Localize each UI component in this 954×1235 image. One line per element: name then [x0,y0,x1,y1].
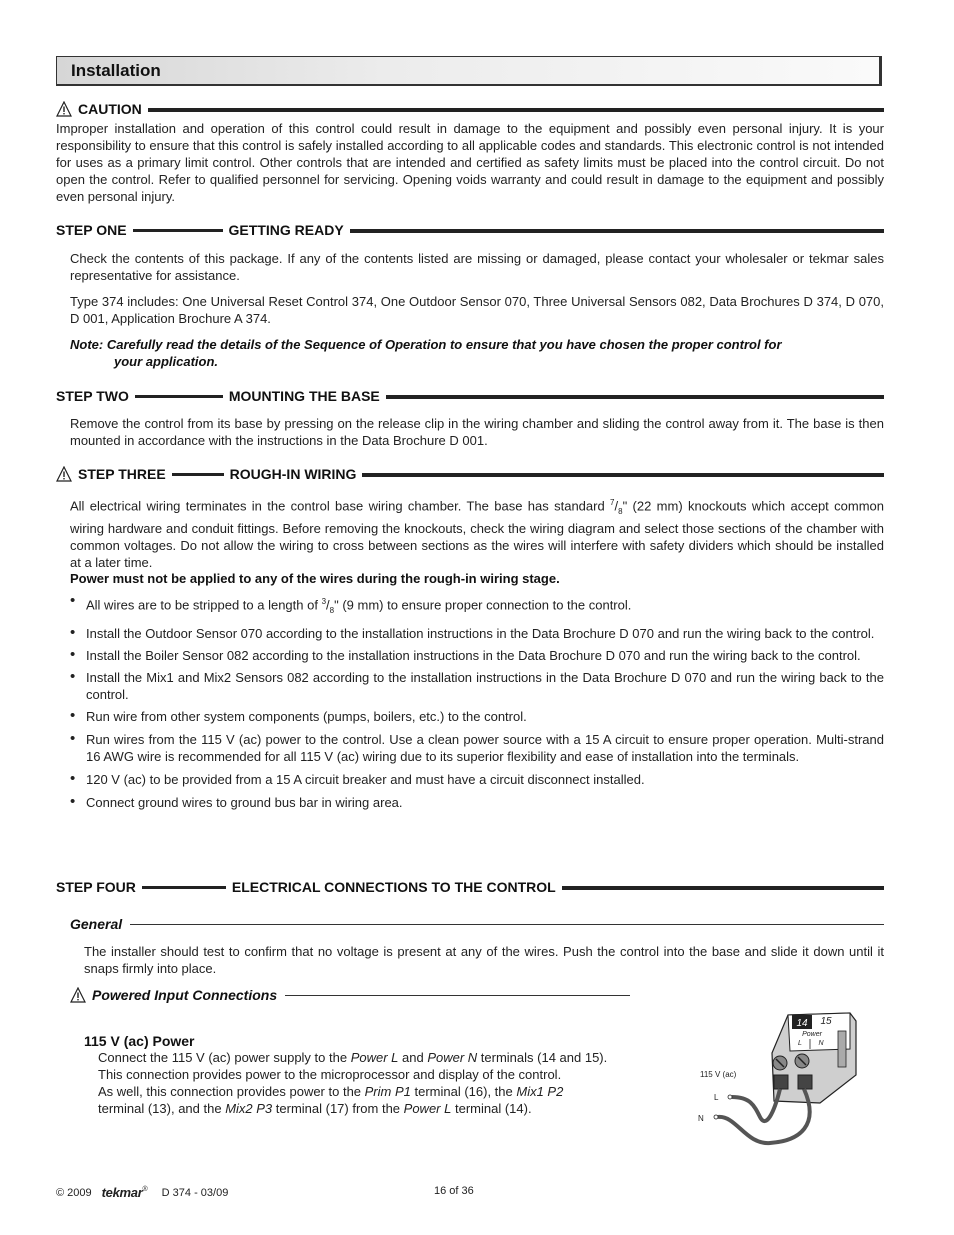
list-item: • Install the Outdoor Sensor 070 according to the installation instructions in the Data Brochure D 070 and run the wiring back to the control. [70,625,884,642]
list-item: • Install the Boiler Sensor 082 according to the installation instructions in the Data Brochure D 070 and run the wiring back to the control. [70,647,884,664]
page-number: 16 of 36 [434,1185,474,1197]
release-clip [838,1031,846,1067]
text-segment: terminal (14). [451,1101,532,1116]
text-segment: terminal (17) from the [272,1101,404,1116]
power-n-label: N [818,1040,824,1047]
step-four-heading [56,879,884,895]
power-label: Power [802,1031,822,1038]
step-four-title: ELECTRICAL CONNECTIONS TO THE CONTROL [231,879,556,895]
powered-input-title: Powered Input Connections [92,987,278,1003]
step-divider [172,473,224,476]
section-banner [56,56,882,86]
heading-rule [148,108,884,112]
heading-rule [362,473,884,477]
power-wiring-diagram [690,1005,870,1153]
step-two-title: MOUNTING THE BASE [228,388,380,404]
step-three-bullet-list [70,593,884,811]
note-line-2: your application. [114,354,219,369]
fraction-denominator: 8 [618,506,623,516]
step-one-heading [56,222,884,238]
step-one-label: STEP ONE [56,222,127,238]
step-divider [135,395,223,398]
wire-l-end [728,1095,732,1099]
terminal-14-label: 14 [796,1018,808,1029]
section-title: Installation [71,61,161,80]
general-heading [70,916,884,932]
heading-rule [130,924,884,925]
step-four-label: STEP FOUR [56,879,136,895]
footer-copyright: © 2009 [56,1186,92,1199]
term-name: Mix2 P3 [225,1101,273,1116]
list-item: • Connect ground wires to ground bus bar in wiring area. [70,794,884,811]
caution-heading [56,101,884,117]
power-l-label: L [798,1040,802,1047]
term-name: Power L [403,1101,452,1116]
term-name: Power L [350,1050,399,1065]
heading-rule [285,995,630,996]
list-item: • Run wire from other system components (pumps, boilers, etc.) to the control. [70,708,884,725]
step-divider [133,229,223,232]
list-item: • Install the Mix1 and Mix2 Sensors 082 according to the installation instructions in the Data Brochure D 070 and run the wiring back to the control. [70,669,884,703]
general-title: General [70,916,123,932]
warning-icon [56,101,72,117]
step-three-paragraph: All electrical wiring terminates in the control base wiring chamber. The base has standard $^7/_8$" (22 mm) knockouts which accept common wiring hardware and conduit fittings. Before removing the knockouts, check the wiring diagram and select those sections of the chamber with common voltages. Do not allow the wiring to cross between sections as the wires will interfere with safety dividers which should be installed at a later time. [70,498,884,570]
supply-label: 115 V (ac) [700,1070,737,1079]
step-one-note [70,336,890,370]
wire-l-label: L [714,1093,719,1102]
text-segment: As well, this connection provides power to the [98,1084,365,1099]
general-paragraph: The installer should test to confirm that no voltage is present at any of the wires. Push the control into the base and slide it down until it snaps firmly into place. [84,944,884,976]
step-two-heading [56,388,884,404]
step-three-warning: Power must not be applied to any of the wires during the rough-in wiring stage. [70,571,560,586]
step-three-title: ROUGH-IN WIRING [229,466,357,482]
term-name: Power N [427,1050,478,1065]
power-line-1 [98,1049,631,1066]
wire-n-label: N [698,1114,704,1123]
text-segment: Connect the 115 V (ac) power supply to the [98,1050,351,1065]
text-segment: terminals (14 and 15). [477,1050,608,1065]
text-segment: terminal (13), and the [98,1101,226,1116]
terminal-15-label: 15 [820,1016,832,1027]
footer-doc-number: D 374 - 03/09 [161,1186,229,1199]
wire-l [732,1089,780,1121]
note-line-1: Note: Carefully read the details of the Sequence of Operation to ensure that you have chosen the proper control for [70,337,782,352]
footer [56,1185,228,1200]
registered-mark: ® [142,1186,148,1193]
list-item: • 120 V (ac) to be provided from a 15 A circuit breaker and must have a circuit disconnect installed. [70,771,884,788]
power-subheading: 115 V (ac) Power [84,1033,195,1049]
step-one-paragraph-2: Type 374 includes: One Universal Reset Control 374, One Outdoor Sensor 070, Three Universal Sensors 082, Data Brochures D 374, D 070, D 001, Application Brochure A 374. [70,294,884,326]
heading-rule [562,886,884,890]
step-one-title: GETTING READY [228,222,344,238]
caution-text: Improper installation and operation of this control could result in damage to the equipment and possibly even personal injury. It is your responsibility to ensure that this control is safely installed according to all applicable codes and standards. This electronic control is not intended for uses as a primary limit control. Other controls that are intended and certified as safety limits must be placed into the control circuit. Do not open the control. Refer to qualified personnel for servicing. Opening voids warranty and could result in damage to the equipment and possibly even personal injury. [56,121,884,204]
step-two-paragraph: Remove the control from its base by pressing on the release clip in the wiring chamber and sliding the control away from it. The base is then mounted in accordance with the instructions in the Data Brochure D 001. [70,416,884,448]
wire-n-end [714,1115,718,1119]
step-three-label: STEP THREE [78,466,166,482]
term-name: Prim P1 [364,1084,411,1099]
text-segment: All electrical wiring terminates in the control base wiring chamber. The base has standard [70,498,611,514]
wire-clamp-n [798,1075,812,1089]
text-segment: terminal (16), the [410,1084,517,1099]
fraction-numerator: 7 [610,498,615,507]
power-paragraph [98,1049,631,1117]
text-segment: and [398,1050,428,1065]
text-segment: All wires are to be stripped to a length of [86,597,322,613]
step-three-heading [56,466,884,482]
step-divider [142,886,226,889]
power-line-2: This connection provides power to the microprocessor and display of the control. [98,1067,562,1082]
text-segment: " (22 mm) knockouts which accept common wiring hardware and conduit fittings. Before removing the knockouts, check the wiring diagram and select those sections of the chamber with common voltages. Do not allow the wiring to cross between sections as the wires will interfere with safety dividers which should be installed at a later time. [70,498,884,570]
heading-rule [386,395,884,399]
warning-icon [56,466,72,482]
brand-logo: tekmar [101,1185,143,1200]
list-item: • Run wires from the 115 V (ac) power to the control. Use a clean power source with a 15 A circuit to ensure proper operation. Multi-strand 16 AWG wire is recommended for all 115 V (ac) wiring due to its superior flexibility and ease of installation into the terminals. [70,731,884,765]
step-two-label: STEP TWO [56,388,129,404]
heading-rule [350,229,884,233]
warning-icon [70,987,86,1003]
fraction-denominator: 8 [329,605,335,615]
fraction-numerator: 3 [321,597,327,606]
wire-clamp-l [774,1075,788,1089]
list-item: • All wires are to be stripped to a length of $^3/_8$" (9 mm) to ensure proper connection to the control. [70,593,884,619]
caution-label: CAUTION [78,101,142,117]
text-segment: " (9 mm) to ensure proper connection to the control. [334,597,632,613]
power-line-4 [98,1100,631,1117]
step-one-paragraph-1: Check the contents of this package. If any of the contents listed are missing or damaged, please contact your wholesaler or tekmar sales representative for assistance. [70,251,884,283]
term-name: Mix1 P2 [516,1084,564,1099]
power-line-3 [98,1083,631,1100]
powered-input-heading [70,987,630,1003]
